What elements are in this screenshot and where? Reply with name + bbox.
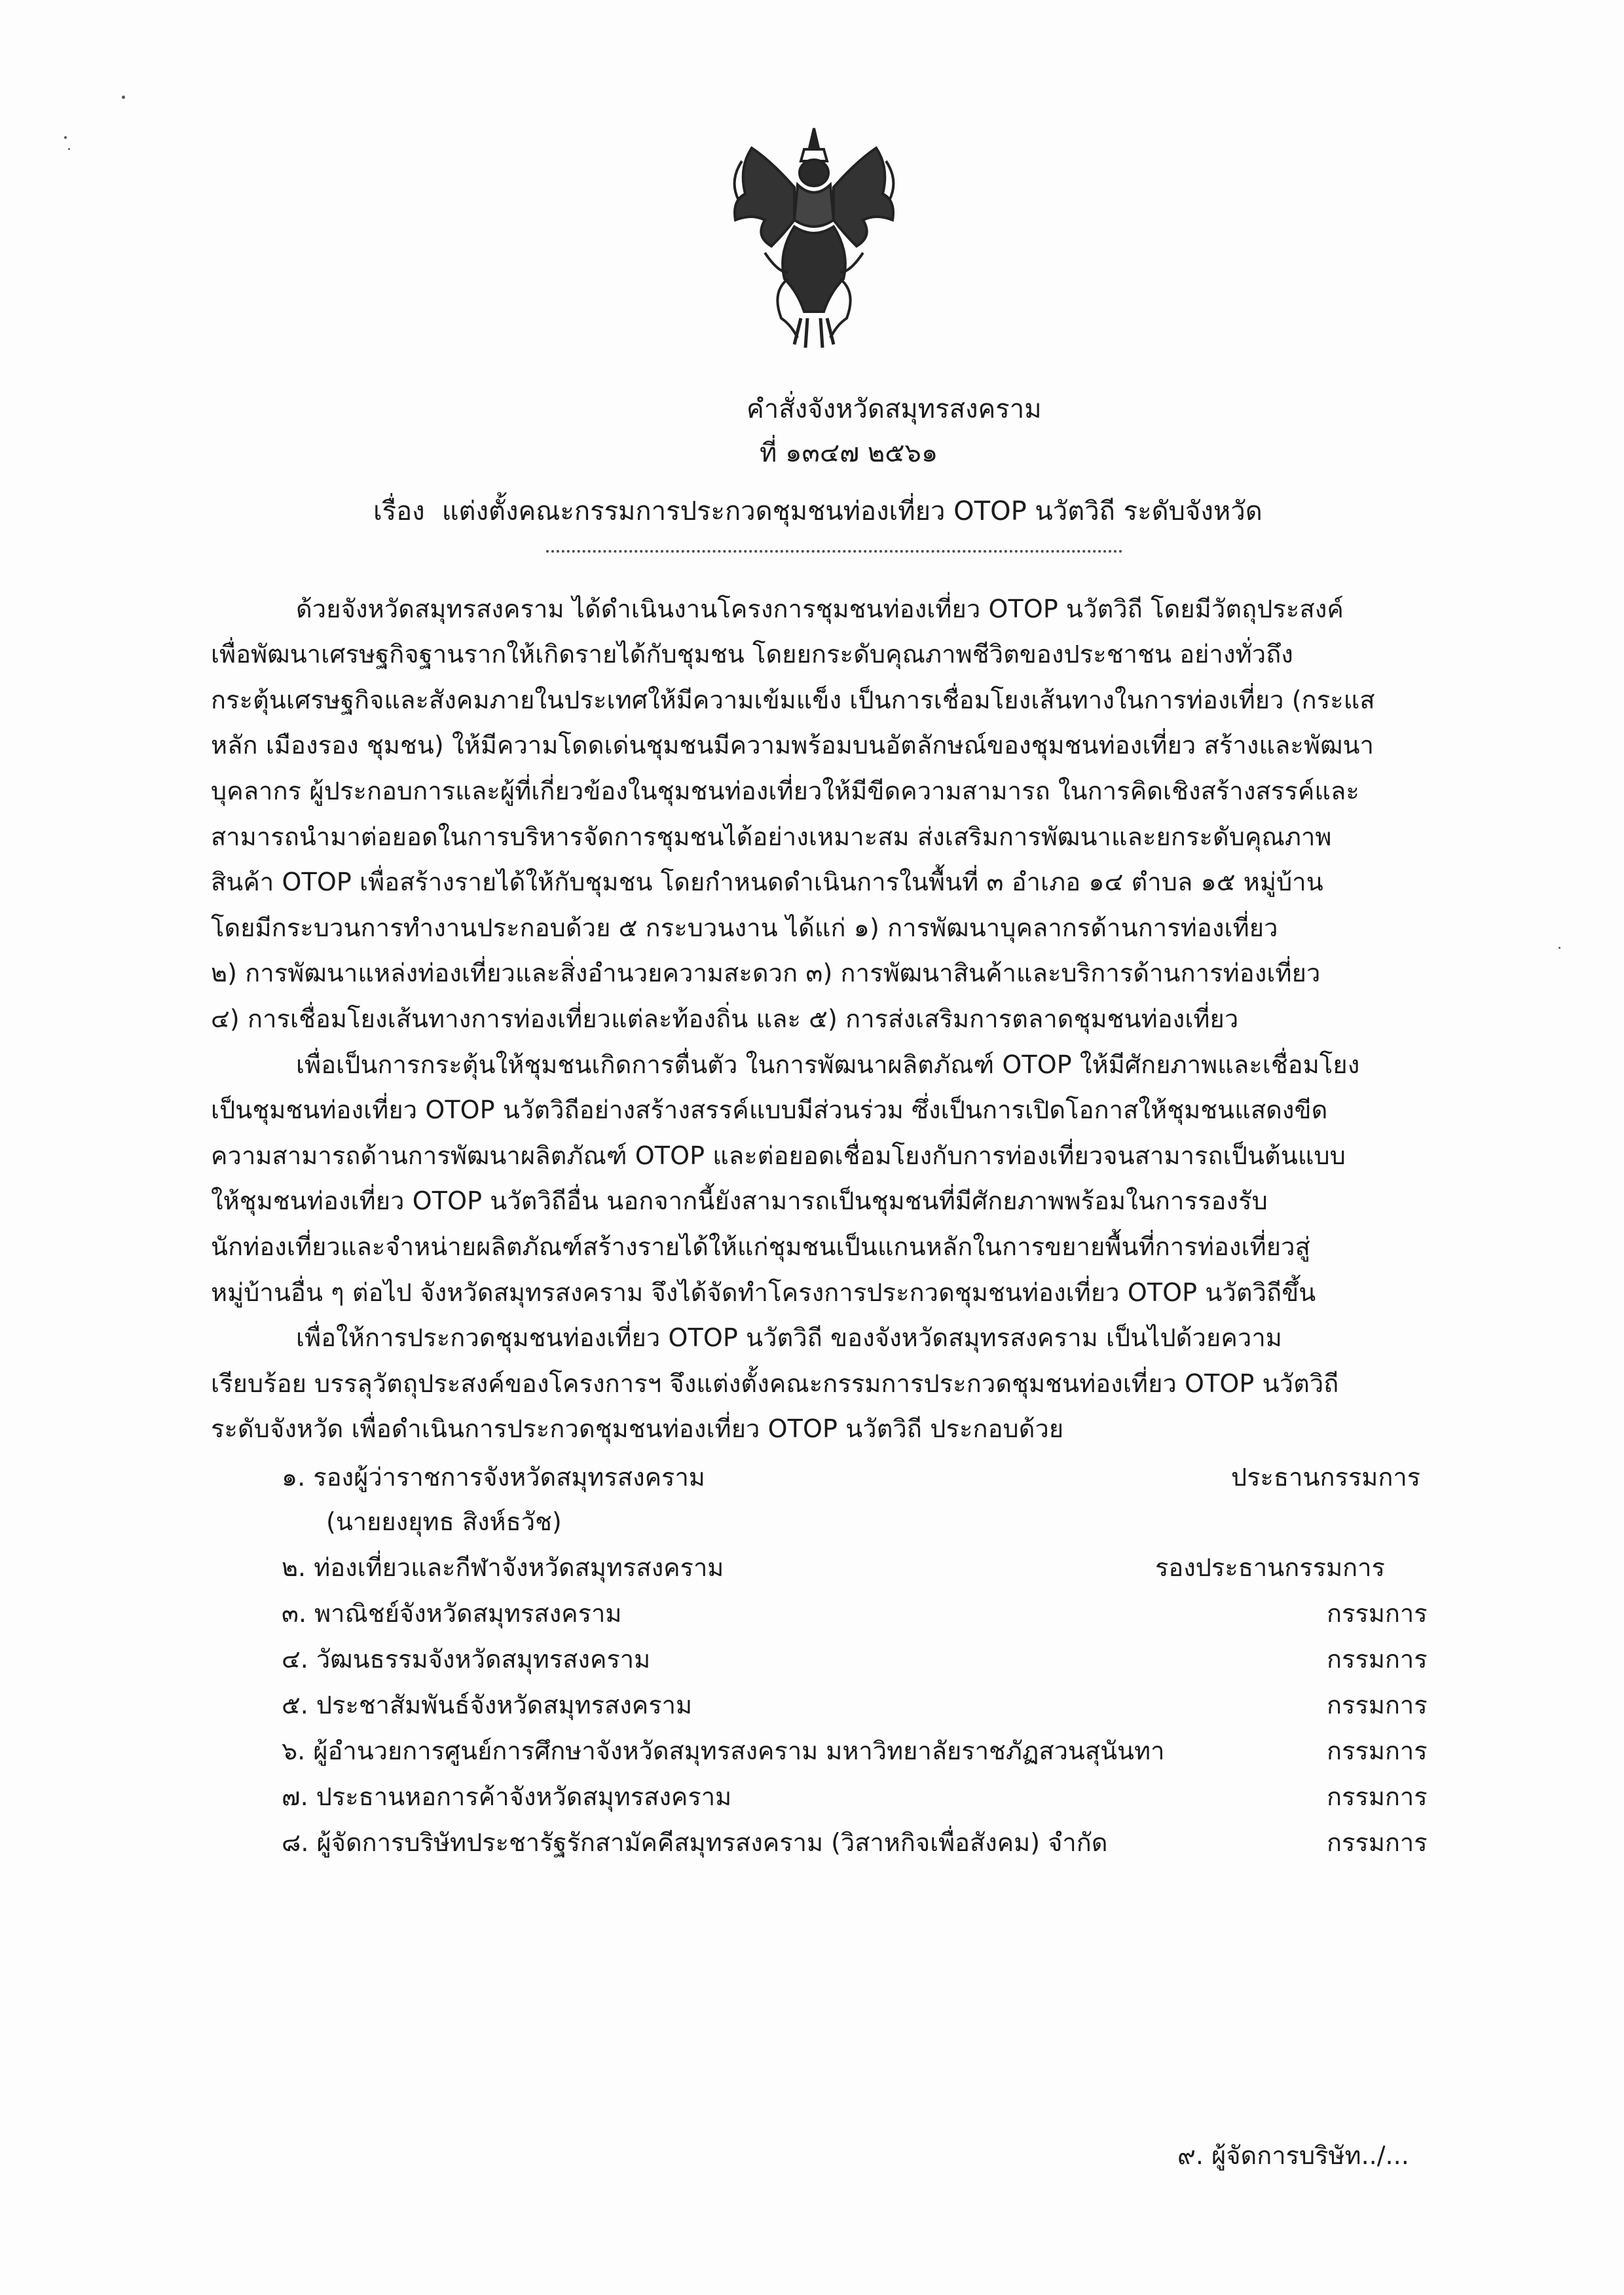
- body-line: สินค้า OTOP เพื่อสร้างรายได้ให้กับชุมชน โดยกำหนดดำเนินการในพื้นที่ ๓ อำเภอ ๑๔ ตำบล ๑๕ หมู่บ้าน: [211, 868, 1323, 896]
- member-role: กรรมการ: [1327, 1599, 1428, 1628]
- subject-text: แต่งตั้งคณะกรรมการประกวดชุมชนท่องเที่ยว OTOP นวัตวิถี ระดับจังหวัด: [441, 496, 1263, 526]
- body-line: กระตุ้นเศรษฐกิจและสังคมภายในประเทศให้มีความเข้มแข็ง เป็นการเชื่อมโยงเส้นทางในการท่องเที่ยว (กระแส: [211, 686, 1375, 714]
- member-role: กรรมการ: [1327, 1645, 1428, 1674]
- body-line: หมู่บ้านอื่น ๆ ต่อไป จังหวัดสมุทรสงคราม จึงได้จัดทำโครงการประกวดชุมชนท่องเที่ยว OTOP นวัตวิถีขึ้น: [211, 1278, 1316, 1307]
- order-number: ที่ ๑๓๔๗ ๒๕๖๑: [760, 438, 938, 468]
- member-role: รองประธานกรรมการ: [1155, 1553, 1385, 1582]
- member-role: กรรมการ: [1327, 1828, 1428, 1857]
- body-line: เพื่อให้การประกวดชุมชนท่องเที่ยว OTOP นวัตวิถี ของจังหวัดสมุทรสงคราม เป็นไปด้วยความ: [296, 1323, 1282, 1352]
- body-line: ๔) การเชื่อมโยงเส้นทางการท่องเที่ยวแต่ละท้องถิ่น และ ๕) การส่งเสริมการตลาดชุมชนท่องเที่ยว: [211, 1004, 1239, 1033]
- body-line: หลัก เมืองรอง ชุมชน) ให้มีความโดดเด่นชุมชนมีความพร้อมบนอัตลักษณ์ของชุมชนท่องเที่ยว สร้างและพัฒนา: [211, 731, 1375, 760]
- body-line: เพื่อเป็นการกระตุ้นให้ชุมชนเกิดการตื่นตัว ในการพัฒนาผลิตภัณฑ์ OTOP ให้มีศักยภาพและเชื่อมโยง: [296, 1050, 1360, 1079]
- member-label: ๘. ผู้จัดการบริษัทประชารัฐรักสามัคคีสมุทรสงคราม (วิสาหกิจเพื่อสังคม) จำกัด: [282, 1828, 1108, 1857]
- body-line: เพื่อพัฒนาเศรษฐกิจฐานรากให้เกิดรายได้กับชุมชน โดยยกระดับคุณภาพชีวิตของประชาชน อย่างทั่วถึง: [211, 640, 1293, 669]
- member-label: ๗. ประธานหอการค้าจังหวัดสมุทรสงคราม: [282, 1782, 732, 1811]
- member-label: ๓. พาณิชย์จังหวัดสมุทรสงคราม: [282, 1599, 622, 1628]
- continuation-note: ๙. ผู้จัดการบริษัท../...: [1177, 2141, 1409, 2170]
- member-label: (นายยงยุทธ สิงห์ธวัช): [326, 1507, 562, 1536]
- order-title: คำสั่งจังหวัดสมุทรสงคราม: [747, 394, 1042, 424]
- body-line: สามารถนำมาต่อยอดในการบริหารจัดการชุมชนได้อย่างเหมาะสม ส่งเสริมการพัฒนาและยกระดับคุณภาพ: [211, 822, 1332, 851]
- body-line: โดยมีกระบวนการทำงานประกอบด้วย ๕ กระบวนงาน ได้แก่ ๑) การพัฒนาบุคลากรด้านการท่องเที่ยว: [211, 913, 1278, 942]
- body-line: ความสามารถด้านการพัฒนาผลิตภัณฑ์ OTOP และต่อยอดเชื่อมโยงกับการท่องเที่ยวจนสามารถเป็นต้นแบบ: [211, 1141, 1346, 1170]
- subject-label: เรื่อง: [373, 496, 425, 526]
- member-role: ประธานกรรมการ: [1231, 1463, 1421, 1492]
- member-role: กรรมการ: [1327, 1782, 1428, 1811]
- body-line: ให้ชุมชนท่องเที่ยว OTOP นวัตวิถีอื่น นอกจากนี้ยังสามารถเป็นชุมชนที่มีศักยภาพพร้อมในการรองรับ: [211, 1186, 1268, 1215]
- member-label: ๑. รองผู้ว่าราชการจังหวัดสมุทรสงคราม: [282, 1463, 705, 1492]
- body-line: ๒) การพัฒนาแหล่งท่องเที่ยวและสิ่งอำนวยความสะดวก ๓) การพัฒนาสินค้าและบริการด้านการท่องเที่ยว: [211, 959, 1321, 987]
- body-line: เรียบร้อย บรรลุวัตถุประสงค์ของโครงการฯ จึงแต่งตั้งคณะกรรมการประกวดชุมชนท่องเที่ยว OTOP นวัตวิถี: [211, 1369, 1339, 1398]
- body-line: นักท่องเที่ยวและจำหน่ายผลิตภัณฑ์สร้างรายได้ให้แก่ชุมชนเป็นแกนหลักในการขยายพื้นที่การท่องเที่ยวสู่: [211, 1232, 1310, 1261]
- member-role: กรรมการ: [1327, 1736, 1428, 1765]
- body-line: บุคลากร ผู้ประกอบการและผู้ที่เกี่ยวข้องในชุมชนท่องเที่ยวให้มีขีดความสามารถ ในการคิดเชิงสร้างสรรค์และ: [211, 777, 1359, 805]
- dotted-separator: [546, 550, 1122, 555]
- order-subject-line: [373, 495, 1263, 528]
- body-line: ระดับจังหวัด เพื่อดำเนินการประกวดชุมชนท่องเที่ยว OTOP นวัตวิถี ประกอบด้วย: [211, 1414, 1064, 1443]
- member-label: ๖. ผู้อำนวยการศูนย์การศึกษาจังหวัดสมุทรสงคราม มหาวิทยาลัยราชภัฏสวนสุนันทา: [282, 1736, 1165, 1765]
- member-label: ๕. ประชาสัมพันธ์จังหวัดสมุทรสงคราม: [282, 1691, 692, 1719]
- body-line: เป็นชุมชนท่องเที่ยว OTOP นวัตวิถีอย่างสร้างสรรค์แบบมีส่วนร่วม ซึ่งเป็นการเปิดโอกาสให้ชุมชนแสดงขีด: [211, 1095, 1328, 1124]
- member-label: ๔. วัฒนธรรมจังหวัดสมุทรสงคราม: [282, 1645, 651, 1674]
- member-label: ๒. ท่องเที่ยวและกีฬาจังหวัดสมุทรสงคราม: [282, 1553, 724, 1582]
- body-line: ด้วยจังหวัดสมุทรสงคราม ได้ดำเนินงานโครงการชุมชนท่องเที่ยว OTOP นวัตวิถี โดยมีวัตถุประสงค์: [296, 595, 1344, 623]
- member-role: กรรมการ: [1327, 1691, 1428, 1719]
- garuda-emblem-icon: [726, 122, 902, 352]
